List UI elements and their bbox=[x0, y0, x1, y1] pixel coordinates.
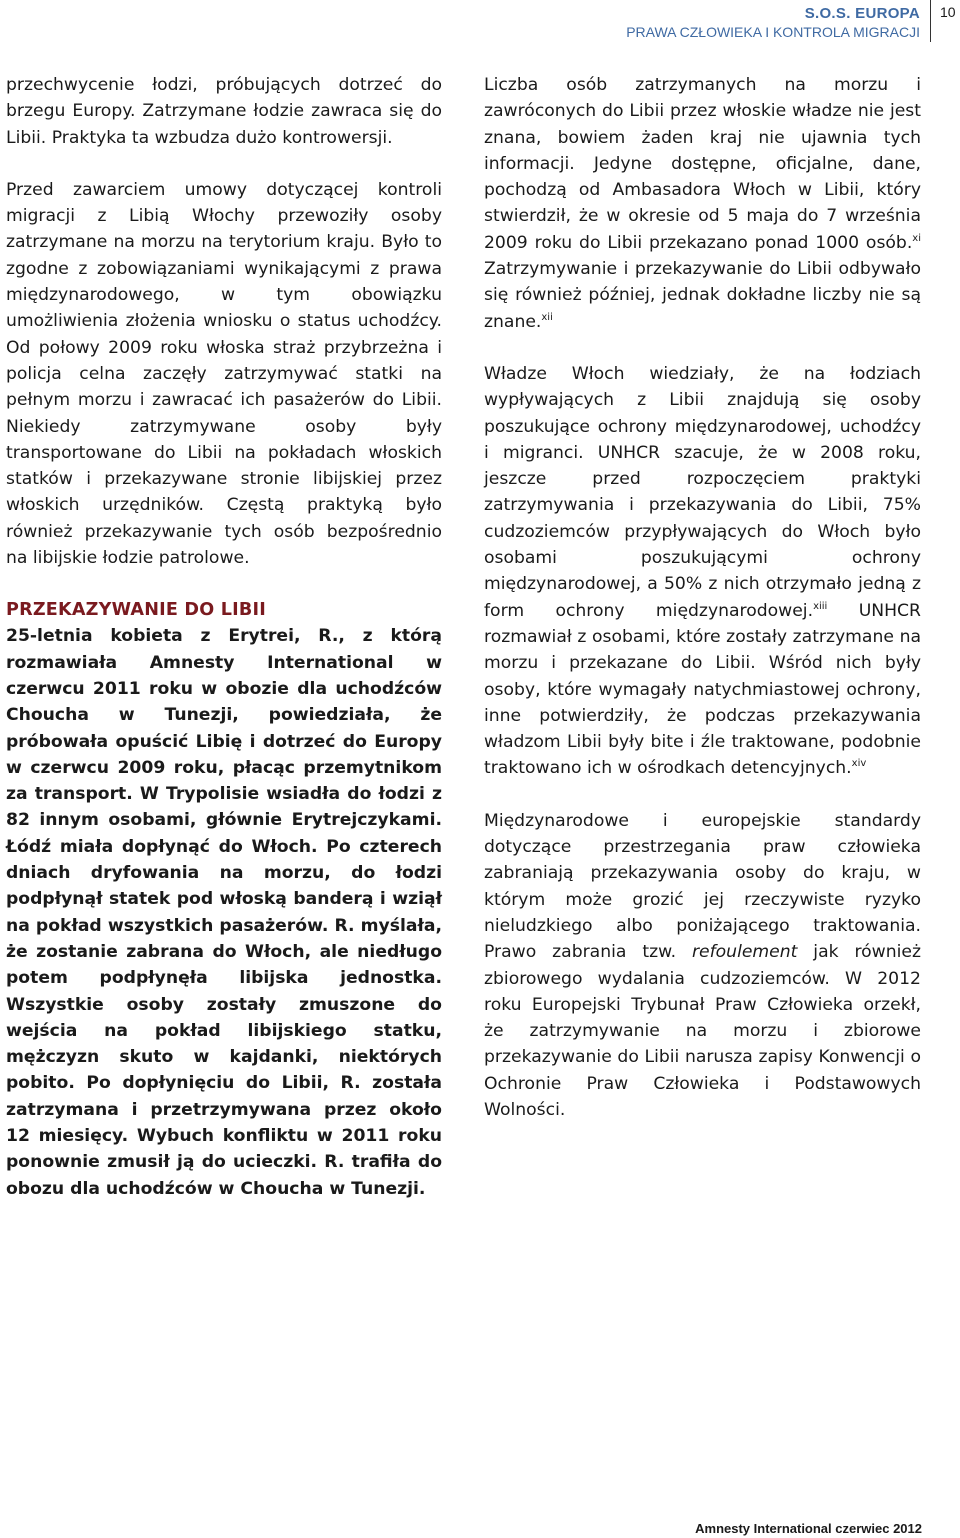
page-header bbox=[0, 0, 960, 46]
header-title: S.O.S. EUROPA bbox=[804, 5, 920, 22]
right-column bbox=[484, 72, 921, 1149]
footnote-ref[interactable]: xii bbox=[541, 311, 553, 323]
footnote-ref[interactable]: xi bbox=[912, 232, 921, 244]
text-run: Władze Włoch wiedziały, że na łodziach wypływających z Libii znajdują się osoby poszukujące ochrony międzynarodowej, uchodźcy i migranci. UNHCR szacuje, że w 2008 roku, jeszcze przed rozpoczęciem praktyki zatrzymywania i przekazywania do Libii, 75% cudzoziemców przypływających do Włoch było osobami poszukującymi ochrony międzynarodowej, a 50% z nich otrzymało jedną z form ochrony międzynarodowej. bbox=[484, 363, 921, 621]
text-run: Liczba osób zatrzymanych na morzu i zawróconych do Libii przez włoskie władze nie jest znana, bowiem żaden kraj nie ujawnia tych informacji. Jedyne dostępne, oficjalne, dane, pochodzą od Ambasadora Włoch w Libii, który stwierdził, że w okresie od 5 maja do 7 września 2009 roku do Libii przekazano ponad 1000 osób. bbox=[484, 75, 921, 253]
text-run: UNHCR rozmawiał z osobami, które zostały zatrzymane na morzu i przekazane do Libii. Wśród nich były osoby, które wymagały natychmiastowej ochrony, inne potwierdziły, że podczas przekazywania władzom Libii były bite i źle traktowane, podobnie traktowano ich w ośrodkach detencyjnych. bbox=[484, 600, 921, 779]
page-number: 10 bbox=[940, 4, 956, 20]
emphasis-term: refoulement bbox=[691, 942, 798, 963]
case-study-paragraph: 25-letnia kobieta z Erytrei, R., z którą rozmawiała Amnesty International w czerwcu 2011 roku w obozie dla uchodźców Choucha w Tunezji, powiedziała, że próbowała opuścić Libię i dotrzeć do Europy w czerwcu 2009 roku, płacąc przemytnikom za transport. W Trypolisie wsiadła do łodzi z 82 innym osobami, głównie Erytrejczykami. Łódź miała dopłynąć do Włoch. Po czterech dniach dryfowania na morzu, do łodzi podpłynął statek pod włoską banderą i wziął na pokład wszystkich pasażerów. R. myślała, że zostanie zabrana do Włoch, ale niedługo potem podpłynęła libijska jednostka. Wszystkie osoby zostały zmuszone do wejścia na pokład libijskiego statku, mężczyzn skuto w kajdanki, niektórych pobito. Po dopłynięciu do Libii, R. została zatrzymana i przetrzymywana przez około 12 miesięcy. Wybuch konfliktu w 2011 roku ponownie zmusił ją do ucieczki. R. trafiła do obozu dla uchodźców w Choucha w Tunezji. bbox=[6, 626, 442, 1199]
paragraph: przechwycenie łodzi, próbujących dotrzeć do brzegu Europy. Zatrzymane łodzie zawraca się do Libii. Praktyka ta wzbudza dużo kontrowersji. bbox=[6, 75, 442, 148]
paragraph bbox=[484, 361, 921, 782]
header-subtitle: PRAWA CZŁOWIEKA I KONTROLA MIGRACJI bbox=[626, 24, 920, 40]
paragraph bbox=[484, 808, 921, 1124]
footnote-ref[interactable]: xiii bbox=[813, 600, 828, 612]
header-text bbox=[626, 4, 920, 42]
page-footer: Amnesty International czerwiec 2012 bbox=[695, 1521, 922, 1536]
header-divider bbox=[930, 0, 931, 42]
text-run: jak również zbiorowego wydalania cudzoziemców. W 2012 roku Europejski Trybunał Praw Człowieka orzekł, że zatrzymywanie na morzu i zbiorowe przekazywanie do Libii narusza zapisy Konwencji o Ochronie Praw Człowieka i Podstawowych Wolności. bbox=[484, 942, 922, 1120]
footnote-ref[interactable]: xiv bbox=[851, 758, 867, 770]
text-run: Międzynarodowe i europejskie standardy dotyczące przestrzegania praw człowieka zabraniają przekazywania osoby do kraju, w którym może grozić jej rzeczywiste ryzyko nieludzkiego albo poniżającego traktowania. Prawo zabrania tzw. bbox=[484, 810, 921, 963]
paragraph bbox=[484, 72, 921, 335]
section-heading: PRZEKAZYWANIE DO LIBII bbox=[6, 600, 266, 621]
text-run: Zatrzymywanie i przekazywanie do Libii odbywało się również później, jednak dokładne liczby nie są znane. bbox=[484, 259, 921, 332]
left-column bbox=[6, 72, 442, 1202]
paragraph: Przed zawarciem umowy dotyczącej kontroli migracji z Libią Włochy przewoziły osoby zatrzymane na morzu na terytorium kraju. Było to zgodne z zobowiązaniami wynikającymi z prawa międzynarodowego, w tym obowiązku umożliwienia złożenia wniosku o status uchodźcy. Od połowy 2009 roku włoska straż przybrzeżna i policja celna zaczęły zatrzymywać statki na pełnym morzu i zawracać ich pasażerów do Libii. Niekiedy zatrzymywane osoby były transportowane do Libii na pokładach włoskich statków i przekazywane stronie libijskiej przez włoskich urzędników. Częstą praktyką było również przekazywanie tych osób bezpośrednio na libijskie łodzie patrolowe. bbox=[6, 179, 442, 569]
